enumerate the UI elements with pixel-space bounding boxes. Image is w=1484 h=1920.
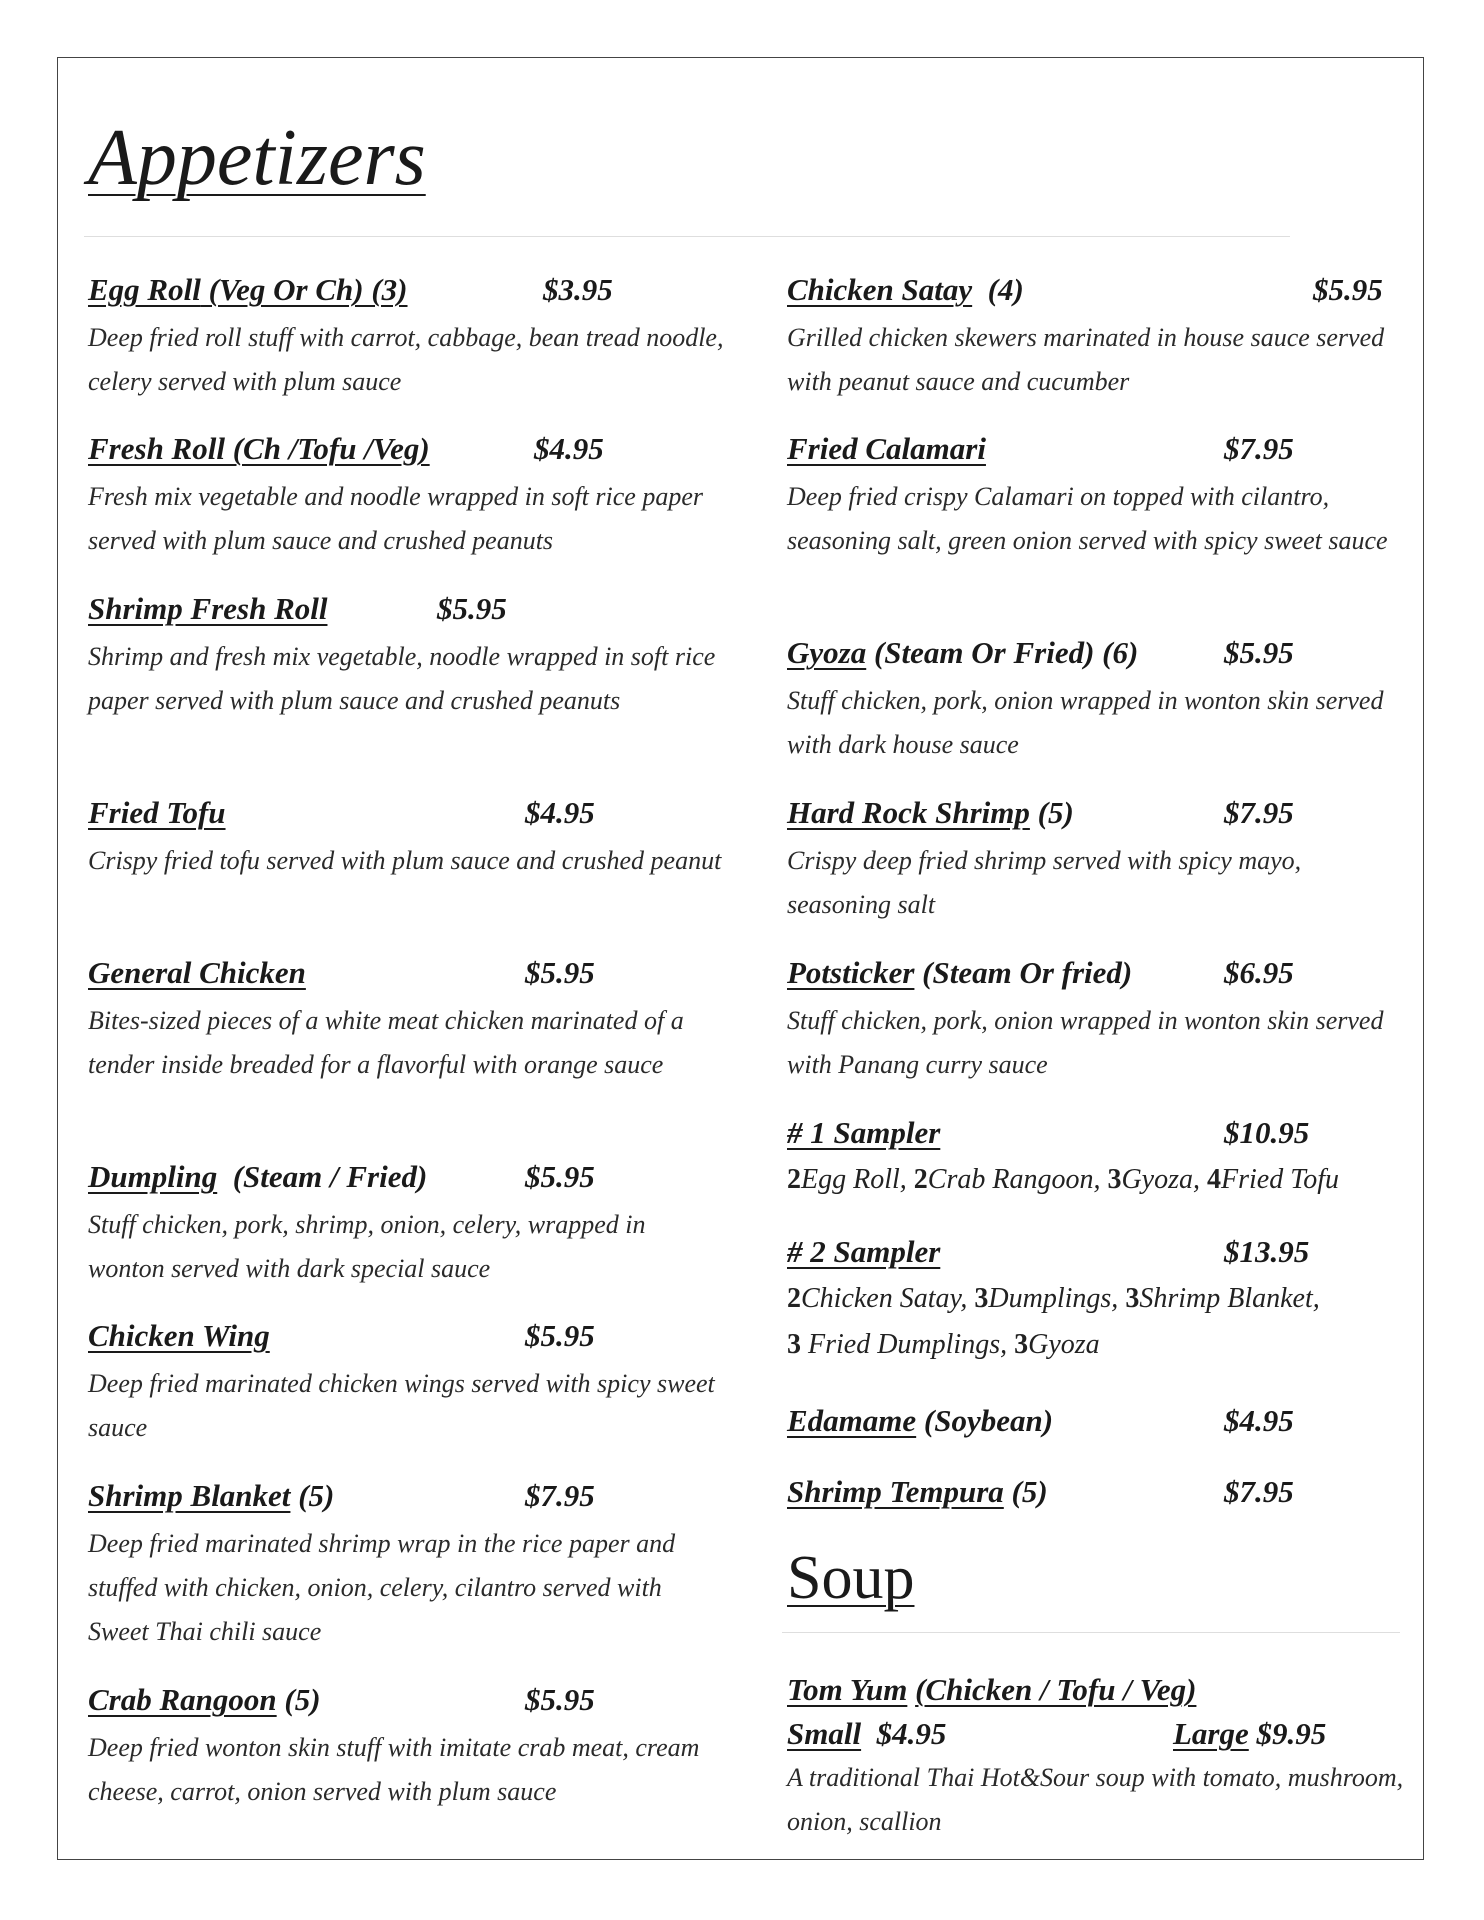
item-description: Shrimp and fresh mix vegetable, noodle wrapped in soft rice paper served with plum sauce and crushed peanuts: [88, 642, 716, 715]
item-price: $5.95: [437, 591, 507, 626]
page-title: Appetizers: [88, 114, 426, 202]
item-note: (Steam Or fried): [922, 955, 1133, 990]
soup-item: [787, 1672, 1407, 1844]
menu-item: [88, 431, 728, 563]
menu-item: [787, 1403, 1407, 1443]
sampler-item: [787, 1115, 1407, 1203]
item-price: $6.95: [1224, 955, 1294, 990]
item-name: Gyoza: [787, 635, 867, 670]
item-name: Potsticker: [787, 955, 915, 990]
item-name: Chicken Satay: [787, 272, 973, 307]
item-price: $10.95: [1224, 1115, 1310, 1150]
item-note: (5): [1037, 795, 1074, 830]
section-title-soup: Soup: [787, 1544, 915, 1612]
item-price: $3.95: [543, 272, 613, 307]
item-name: Hard Rock Shrimp: [787, 795, 1030, 830]
menu-item: [787, 431, 1407, 563]
item-price: $7.95: [525, 1478, 595, 1513]
item-price: $5.95: [525, 1318, 595, 1353]
large-price: $9.95: [1256, 1716, 1327, 1751]
item-name: Edamame: [787, 1403, 917, 1438]
item-note: (Veg Or Ch) (3): [200, 272, 408, 307]
item-price: $4.95: [525, 795, 595, 830]
item-description: Deep fried marinated shrimp wrap in the rice paper and stuffed with chicken, onion, celery, cilantro served with Sweet Thai chili sauce: [88, 1529, 676, 1646]
item-name: # 1 Sampler: [787, 1115, 941, 1150]
item-price: $7.95: [1224, 431, 1294, 466]
item-note: (Steam Or Fried) (6): [873, 635, 1139, 670]
small-price: $4.95: [876, 1716, 947, 1751]
menu-item: [88, 591, 728, 723]
item-description: A traditional Thai Hot&Sour soup with tomato, mushroom, onion, scallion: [787, 1763, 1404, 1836]
soup-size-row: [787, 1716, 1407, 1756]
item-description: Crispy fried tofu served with plum sauce and crushed peanut: [88, 846, 722, 875]
item-name: Crab Rangoon: [88, 1682, 277, 1717]
menu-item: [787, 795, 1407, 927]
item-note: (Steam / Fried): [232, 1159, 428, 1194]
item-description: Crispy deep fried shrimp served with spicy mayo, seasoning salt: [787, 846, 1302, 919]
item-name: # 2 Sampler: [787, 1234, 941, 1269]
menu-item: [88, 272, 728, 404]
sampler-contents: 2Chicken Satay, 3Dumplings, 3Shrimp Blanket, 3 Fried Dumplings, 3Gyoza: [787, 1283, 1320, 1360]
menu-item: [88, 1478, 728, 1654]
item-description: Deep fried wonton skin stuff with imitate crab meat, cream cheese, carrot, onion served with plum sauce: [88, 1733, 700, 1806]
item-note: (5): [1011, 1474, 1048, 1509]
item-name: Shrimp Blanket: [88, 1478, 291, 1513]
item-description: Deep fried crispy Calamari on topped with cilantro, seasoning salt, green onion served with spicy sweet sauce: [787, 482, 1388, 555]
item-description: Stuff chicken, pork, onion wrapped in wonton skin served with dark house sauce: [787, 686, 1384, 759]
item-name: Fried Calamari: [787, 431, 986, 466]
item-note: (Chicken / Tofu / Veg): [915, 1672, 1197, 1707]
item-name: Chicken Wing: [88, 1318, 270, 1353]
soup-divider: [782, 1632, 1400, 1633]
item-price: $5.95: [1313, 272, 1383, 307]
item-description: Fresh mix vegetable and noodle wrapped in soft rice paper served with plum sauce and crushed peanuts: [88, 482, 703, 555]
item-price: $5.95: [525, 1682, 595, 1717]
item-name: Egg Roll: [88, 272, 201, 307]
item-price: $4.95: [1224, 1403, 1294, 1438]
sampler-contents: 2Egg Roll, 2Crab Rangoon, 3Gyoza, 4Fried Tofu: [787, 1164, 1339, 1195]
item-description: Stuff chicken, pork, onion wrapped in wonton skin served with Panang curry sauce: [787, 1006, 1384, 1079]
large-label: Large: [1173, 1716, 1249, 1751]
menu-item: [787, 1474, 1407, 1514]
item-note: (5): [284, 1682, 321, 1717]
item-name: Fresh Roll (Ch /Tofu /Veg): [88, 431, 430, 466]
item-price: $4.95: [534, 431, 604, 466]
menu-item: [787, 635, 1407, 767]
item-note: (Soybean): [923, 1403, 1054, 1438]
menu-item: [787, 272, 1407, 404]
item-note: (5): [298, 1478, 335, 1513]
menu-item: [88, 955, 728, 1087]
item-price: $7.95: [1224, 1474, 1294, 1509]
item-name: Shrimp Fresh Roll: [88, 591, 328, 626]
item-name: General Chicken: [88, 955, 306, 990]
item-price: $13.95: [1224, 1234, 1310, 1269]
item-name: Dumpling: [88, 1159, 218, 1194]
item-description: Grilled chicken skewers marinated in house sauce served with peanut sauce and cucumber: [787, 323, 1385, 396]
item-name: Shrimp Tempura: [787, 1474, 1004, 1509]
item-description: Deep fried marinated chicken wings served with spicy sweet sauce: [88, 1369, 715, 1442]
item-price: $5.95: [525, 955, 595, 990]
menu-item: [88, 1159, 728, 1291]
item-description: Bites-sized pieces of a white meat chicken marinated of a tender inside breaded for a flavorful with orange sauce: [88, 1006, 684, 1079]
menu-item: [88, 1318, 728, 1450]
small-label: Small: [787, 1716, 862, 1751]
item-price: $5.95: [1224, 635, 1294, 670]
title-divider: [84, 236, 1290, 237]
item-price: $7.95: [1224, 795, 1294, 830]
item-name: Fried Tofu: [88, 795, 226, 830]
item-name: Tom Yum: [787, 1672, 908, 1707]
item-description: Deep fried roll stuff with carrot, cabbage, bean tread noodle, celery served with plum sauce: [88, 323, 724, 396]
item-price: $5.95: [525, 1159, 595, 1194]
item-note: (4): [987, 272, 1024, 307]
item-description: Stuff chicken, pork, shrimp, onion, celery, wrapped in wonton served with dark special sauce: [88, 1210, 646, 1283]
sampler-item: [787, 1234, 1407, 1368]
menu-item: [88, 1682, 728, 1814]
menu-item: [88, 795, 728, 883]
menu-item: [787, 955, 1407, 1087]
